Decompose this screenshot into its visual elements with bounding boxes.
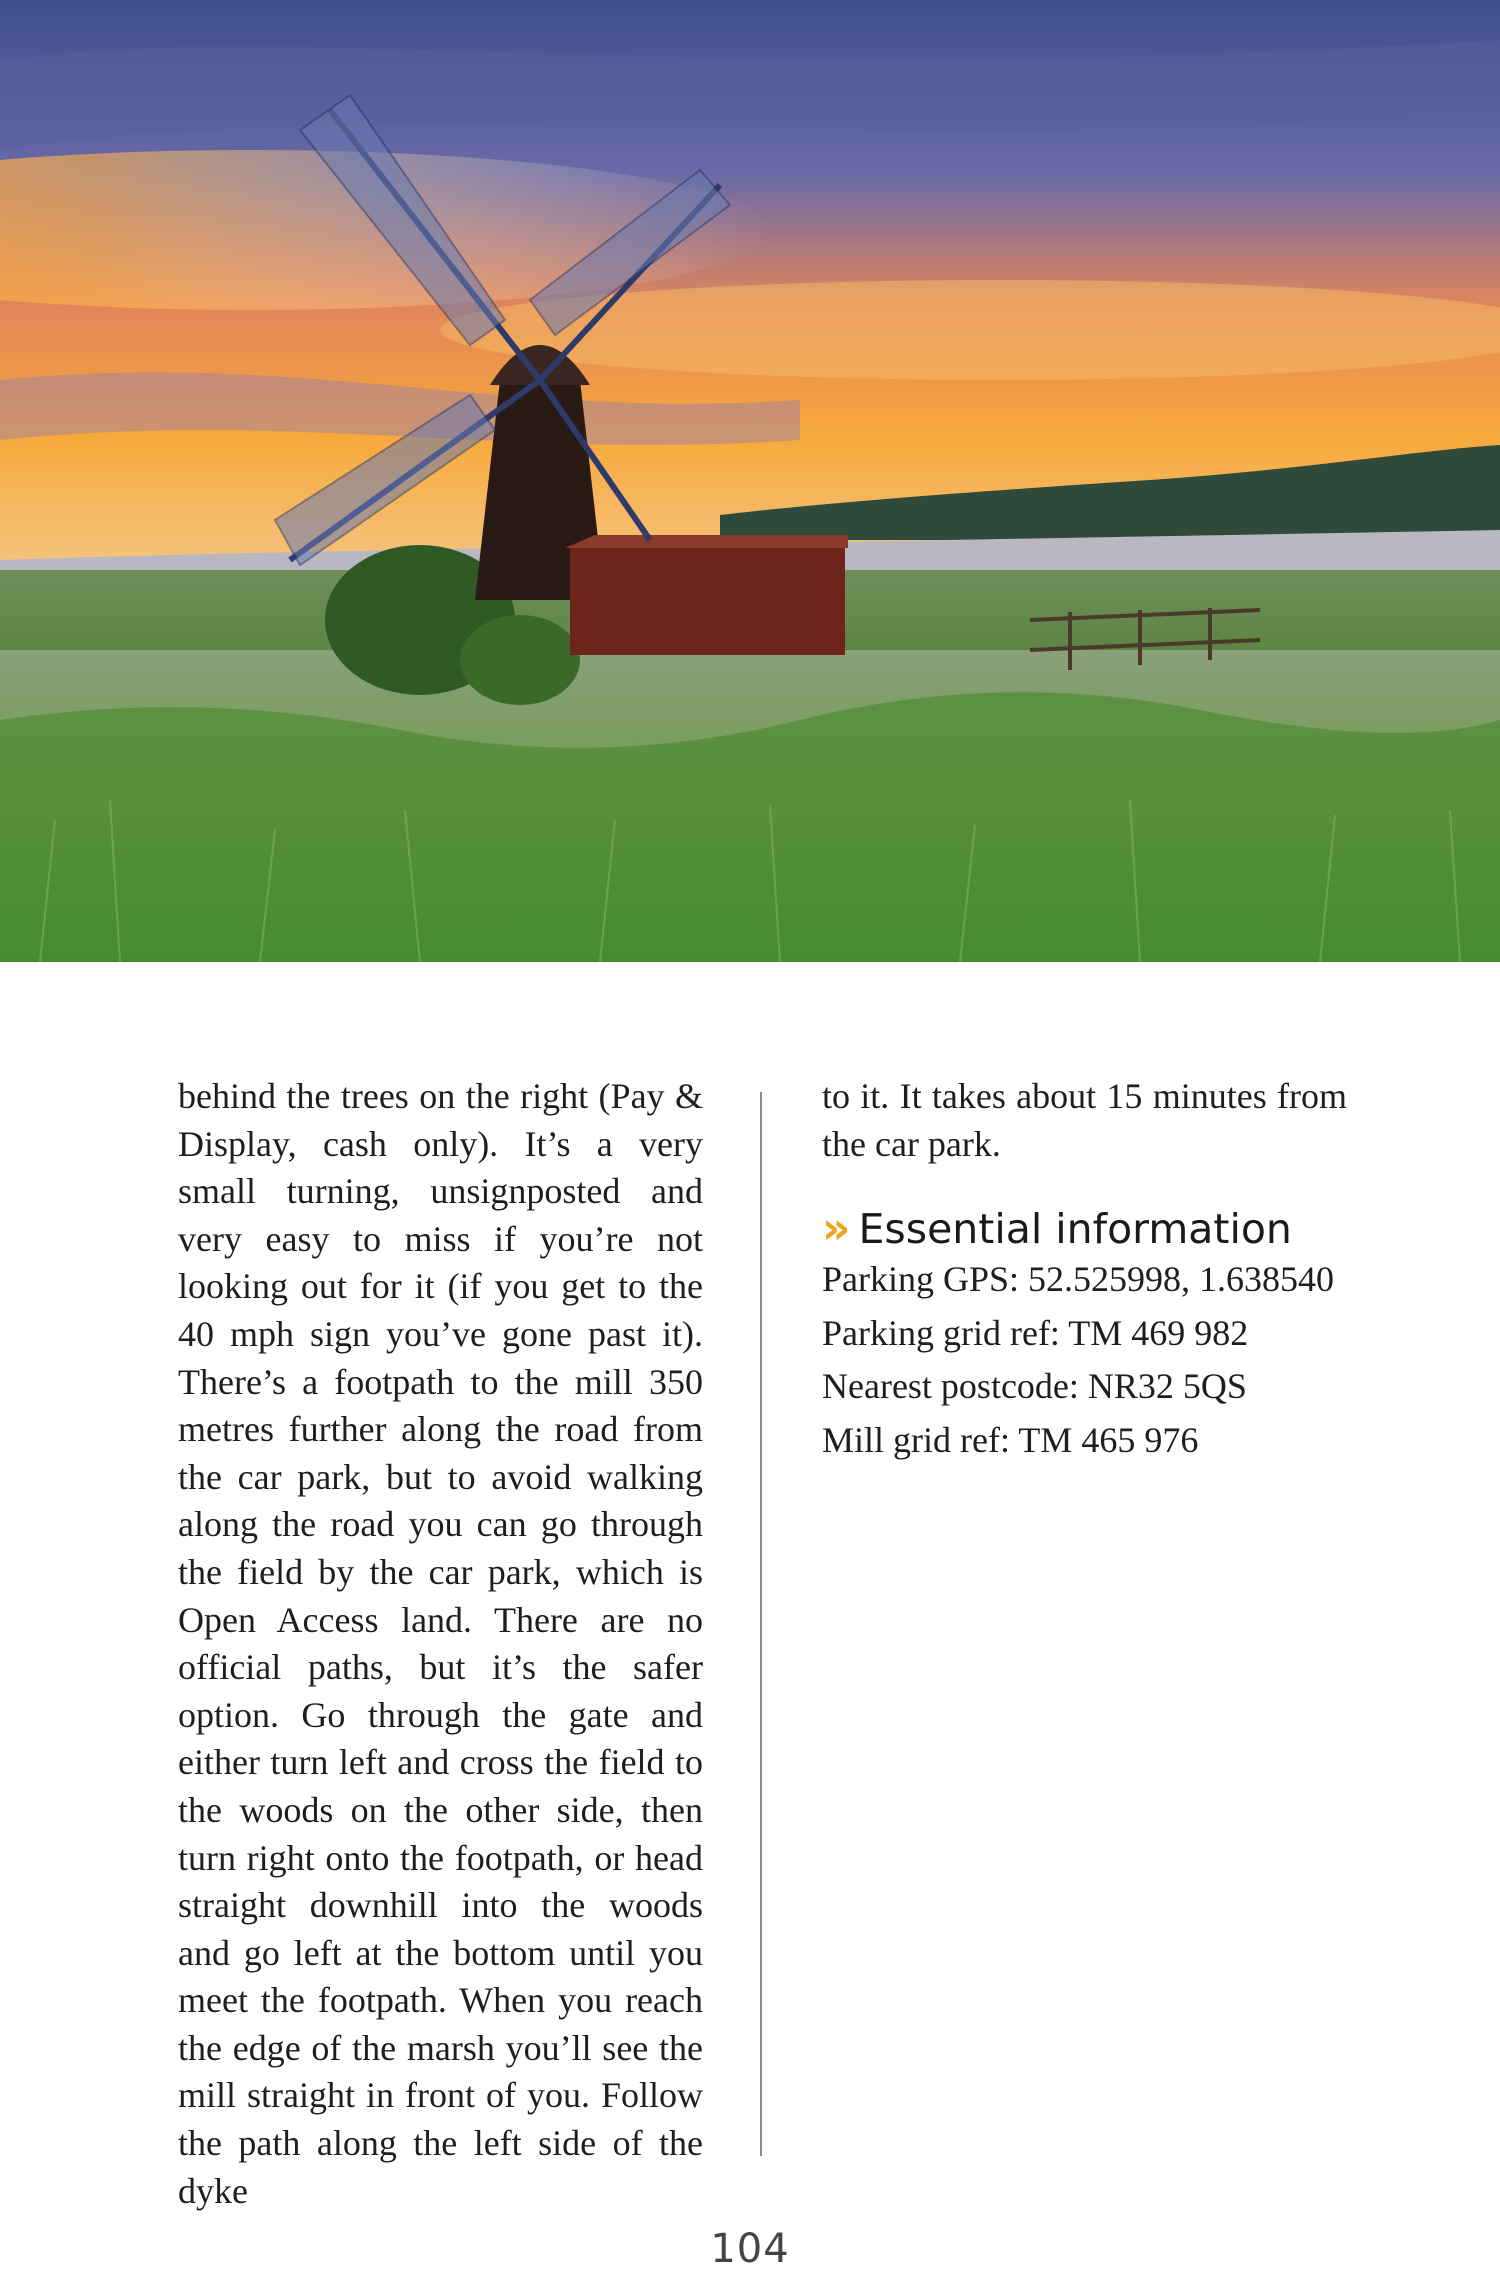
windmill-photo <box>0 0 1500 962</box>
nearest-postcode: Nearest postcode: NR32 5QS <box>822 1366 1247 1407</box>
essential-information-heading <box>822 1202 1347 1256</box>
right-column <box>822 1073 1347 1465</box>
windmill-illustration <box>0 0 1500 962</box>
heading-label: Essential information <box>858 1205 1292 1254</box>
body-paragraph: behind the trees on the right (Pay & Display, cash only). It’s a very small turning, unsignposted and very easy to miss if you’re not looking out for it (if you get to the 40 mph sign you’ve gone past it). There’s a footpath to the mill 350 metres further along the road from the car park, but to avoid walking along the road you can go through the field by the car park, which is Open Access land. There are no official paths, but it’s the safer option. Go through the gate and either turn left and cross the field to the woods on the other side, then turn right onto the footpath, or head straight downhill into the woods and go left at the bottom until you meet the footpath. When you reach the edge of the marsh you’ll see the mill straight in front of you. Follow the path along the left side of the dyke <box>178 1076 703 2211</box>
parking-grid-ref: Parking grid ref: TM 469 982 <box>822 1312 1249 1353</box>
mill-grid-ref: Mill grid ref: TM 465 976 <box>822 1419 1199 1460</box>
column-divider <box>760 1092 762 2156</box>
page-number: 104 <box>710 2226 790 2272</box>
body-text-left-column <box>178 1073 703 2215</box>
chevron-right-icon: » <box>822 1203 845 1255</box>
body-text-continuation: to it. It takes about 15 minutes from the car park. <box>822 1076 1347 1164</box>
parking-gps: Parking GPS: 52.525998, 1.638540 <box>822 1259 1335 1300</box>
